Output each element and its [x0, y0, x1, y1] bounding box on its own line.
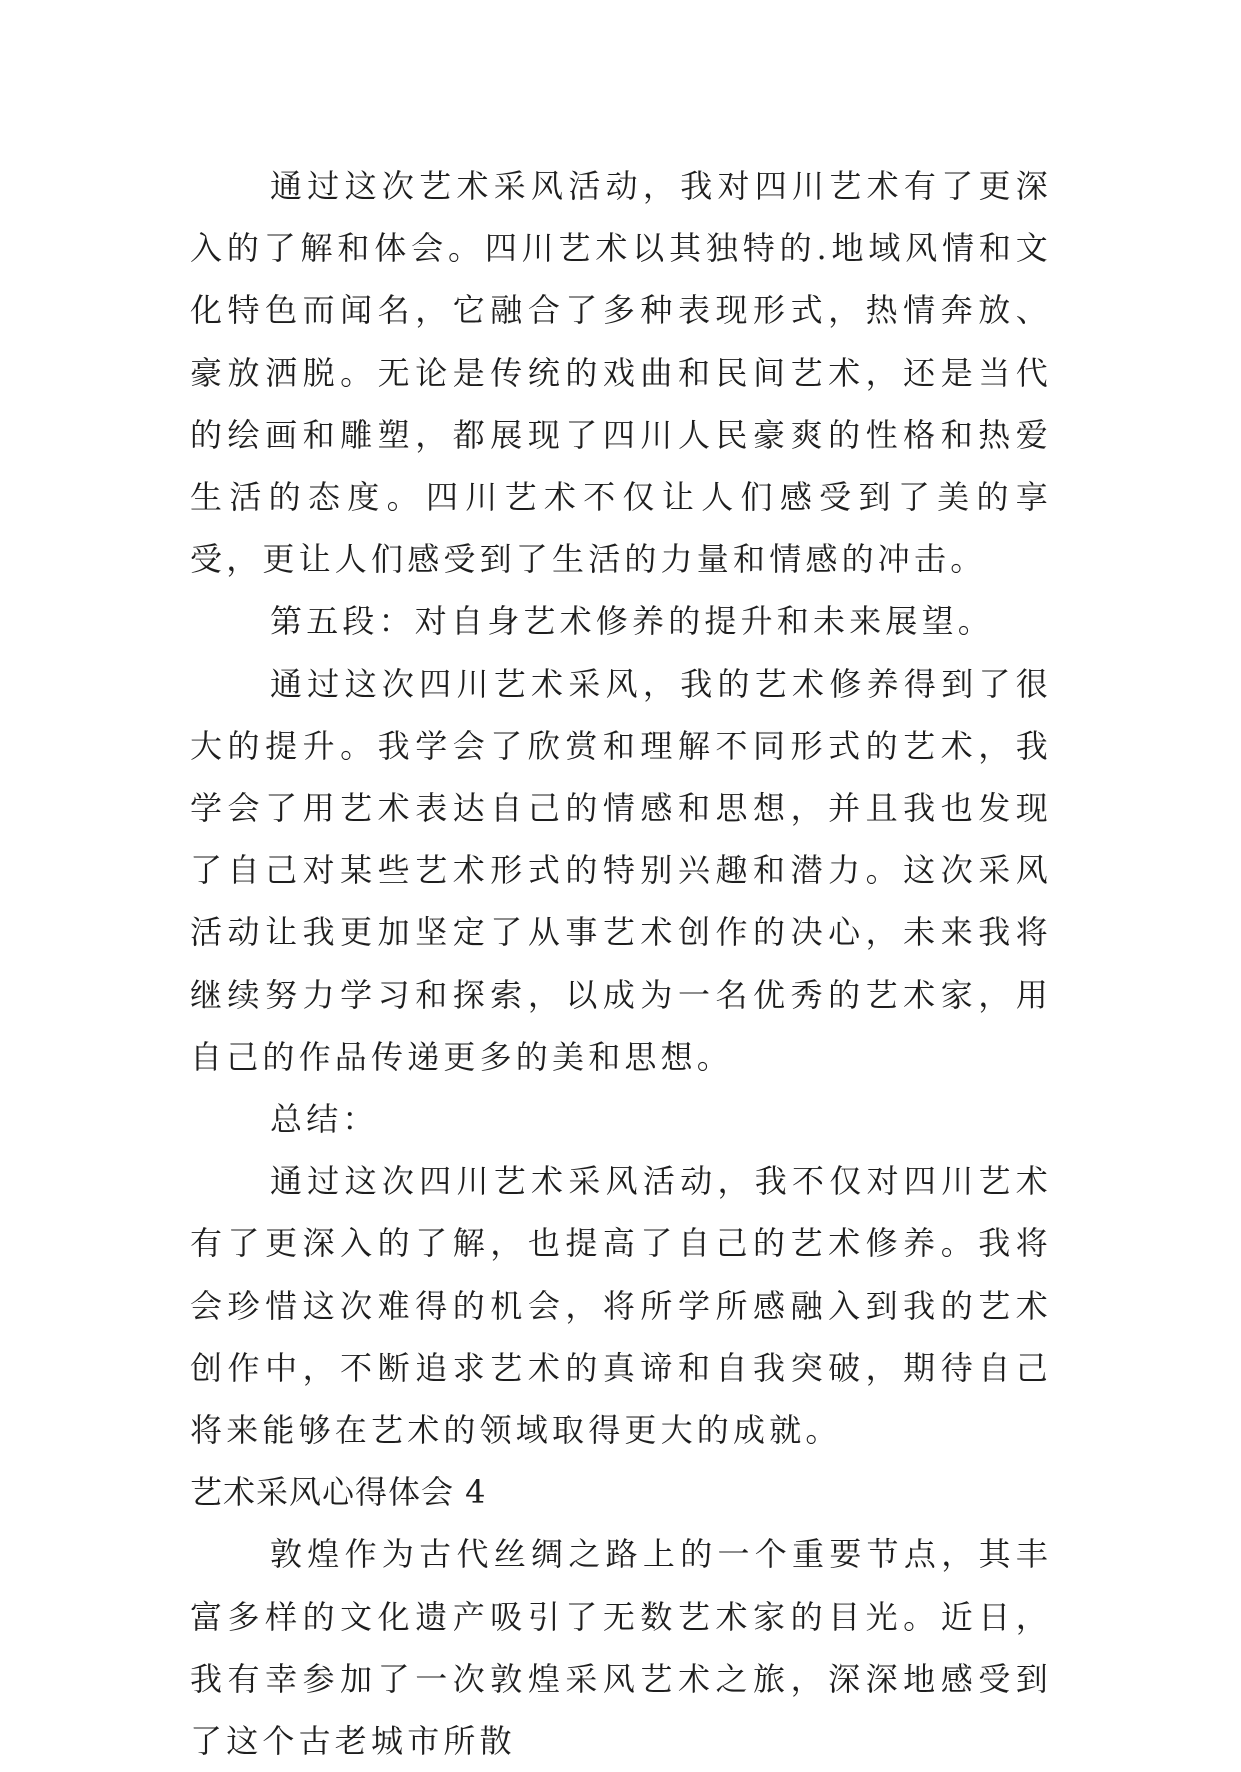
paragraph-sichuan-art-understanding: 通过这次艺术采风活动，我对四川艺术有了更深入的了解和体会。四川艺术以其独特的.地域风情和文化特色而闻名，它融合了多种表现形式，热情奔放、豪放洒脱。无论是传统的戏曲和民间艺术，还是当代的绘画和雕塑，都展现了四川人民豪爽的性格和热爱生活的态度。四川艺术不仅让人们感受到了美的享受，更让人们感受到了生活的力量和情感的冲击。: [190, 167, 1052, 579]
paragraph-dunhuang-intro: 敦煌作为古代丝绸之路上的一个重要节点，其丰富多样的文化遗产吸引了无数艺术家的目光。近日，我有幸参加了一次敦煌采风艺术之旅，深深地感受到了这个古老城市所散: [190, 1535, 1052, 1761]
paragraph-art-cultivation: 通过这次四川艺术采风，我的艺术修养得到了很大的提升。我学会了欣赏和理解不同形式的艺术，我学会了用艺术表达自己的情感和思想，并且我也发现了自己对某些艺术形式的特别兴趣和潜力。这次采风活动让我更加坚定了从事艺术创作的决心，未来我将继续努力学习和探索，以成为一名优秀的艺术家，用自己的作品传递更多的美和思想。: [190, 664, 1052, 1076]
section-title: 艺术采风心得体会 4: [190, 1473, 487, 1512]
paragraph-summary: 通过这次四川艺术采风活动，我不仅对四川艺术有了更深入的了解，也提高了自己的艺术修养。我将会珍惜这次难得的机会，将所学所感融入到我的艺术创作中，不断追求艺术的真谛和自我突破，期待自己将来能够在艺术的领域取得更大的成就。: [190, 1162, 1052, 1450]
document-body: [190, 155, 1052, 1772]
paragraph-section-five-heading: 第五段：对自身艺术修养的提升和未来展望。: [270, 602, 995, 641]
paragraph-summary-heading: 总结：: [270, 1100, 379, 1139]
